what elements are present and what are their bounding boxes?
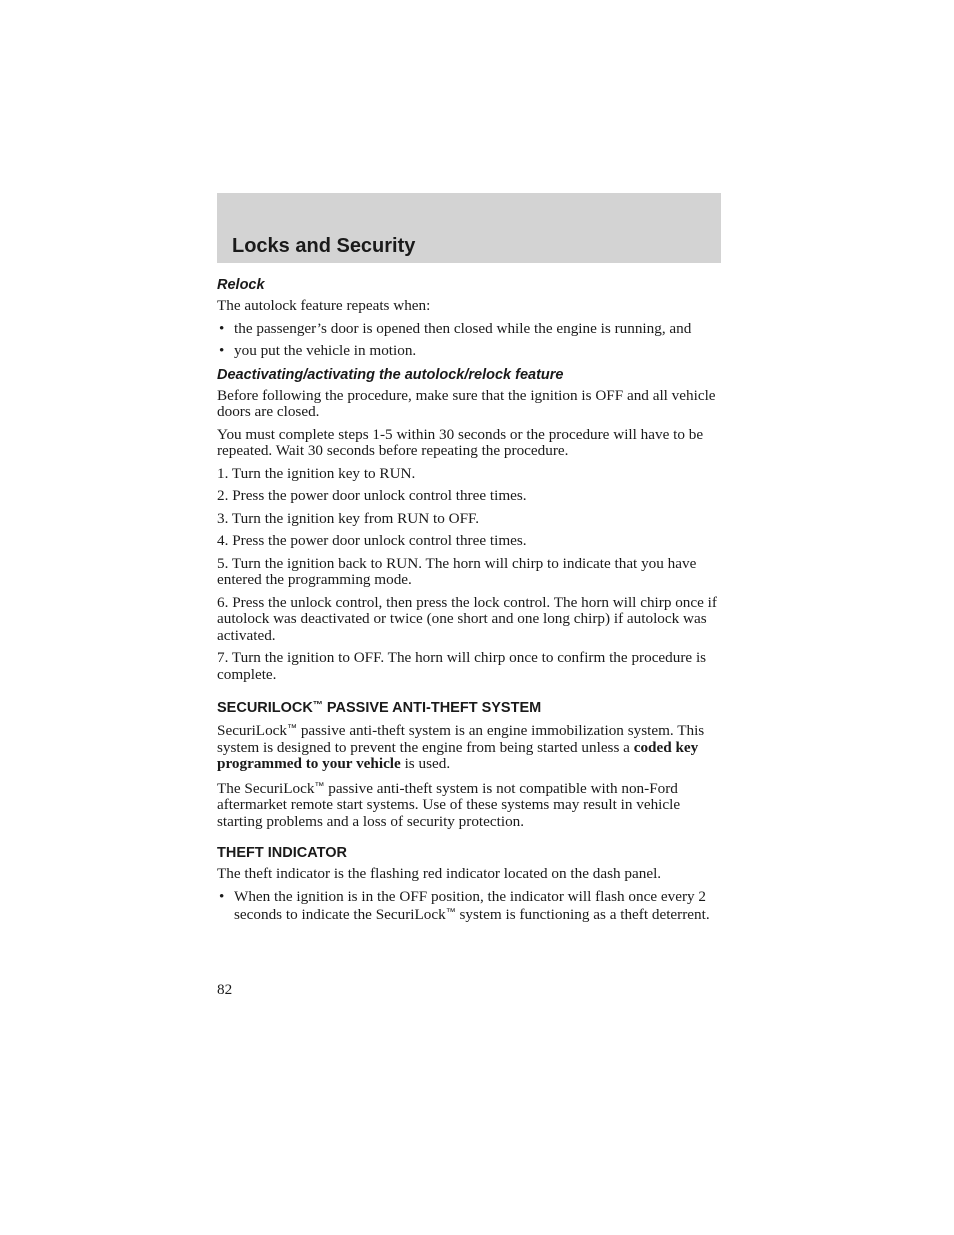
relock-heading: Relock [217,277,265,293]
list-item [217,889,721,924]
procedure-step: 5. Turn the ignition back to RUN. The horn will chirp to indicate that you have entered the programming mode. [217,554,697,588]
relock-bullet-list [217,321,721,360]
theft-indicator-heading: THEFT INDICATOR [217,845,347,861]
text-run: passive anti-theft system is an engine immobilization system. This system is designed to prevent the engine from being started unless a [217,722,705,756]
trademark-symbol: ™ [445,907,456,918]
text-run: The SecuriLock [217,779,315,797]
page-content [217,276,721,930]
text-run: is used. [400,755,451,772]
list-item: • the passenger’s door is opened then closed while the engine is running, and [217,321,721,338]
trademark-symbol: ™ [314,780,325,792]
theft-indicator-para: The theft indicator is the flashing red indicator located on the dash panel. [217,865,662,882]
deactivating-para-1: Before following the procedure, make sure that the ignition is OFF and all vehicle doors are closed. [217,386,716,420]
securilock-heading-name: SECURILOCK [217,700,313,716]
deactivating-para-2: You must complete steps 1-5 within 30 seconds or the procedure will have to be repeated. Wait 30 seconds before repeating the procedure. [217,425,704,459]
procedure-step: 1. Turn the ignition key to RUN. [217,464,416,482]
securilock-para-2 [217,779,721,831]
text-run: SecuriLock [217,722,288,739]
trademark-symbol: ™ [312,700,323,711]
trademark-symbol: ™ [287,723,298,734]
securilock-para-1 [217,721,721,773]
text-run: passive anti-theft system is not compatible with non-Ford aftermarket remote start systems. Use of these systems may result in vehicle starting problems and a loss of security protection. [217,779,681,830]
procedure-step: 2. Press the power door unlock control three times. [217,487,527,504]
deactivating-heading: Deactivating/activating the autolock/relock feature [217,366,564,383]
procedure-step: 4. Press the power door unlock control three times. [217,532,527,549]
securilock-heading [217,697,721,717]
relock-intro: The autolock feature repeats when: [217,297,431,314]
procedure-step: 6. Press the unlock control, then press the lock control. The horn will chirp once if autolock was deactivated or twice (one short and one long chirp) if autolock was activated. [217,593,717,644]
section-title: Locks and Security [232,235,416,257]
theft-bullet-list [217,889,721,924]
text-run: system is functioning as a theft deterrent. [455,906,710,923]
list-item: • you put the vehicle in motion. [217,343,721,360]
procedure-step: 3. Turn the ignition key from RUN to OFF. [217,509,480,527]
emphasis-text: coded key programmed to your vehicle [217,738,699,772]
securilock-heading-rest: PASSIVE ANTI-THEFT SYSTEM [322,700,542,716]
page-number: 82 [217,981,233,998]
text-run: When the ignition is in the OFF position, the indicator will flash once every 2 seconds to indicate the SecuriLock [234,887,706,923]
procedure-step: 7. Turn the ignition to OFF. The horn will chirp once to confirm the procedure is complete. [217,649,707,683]
